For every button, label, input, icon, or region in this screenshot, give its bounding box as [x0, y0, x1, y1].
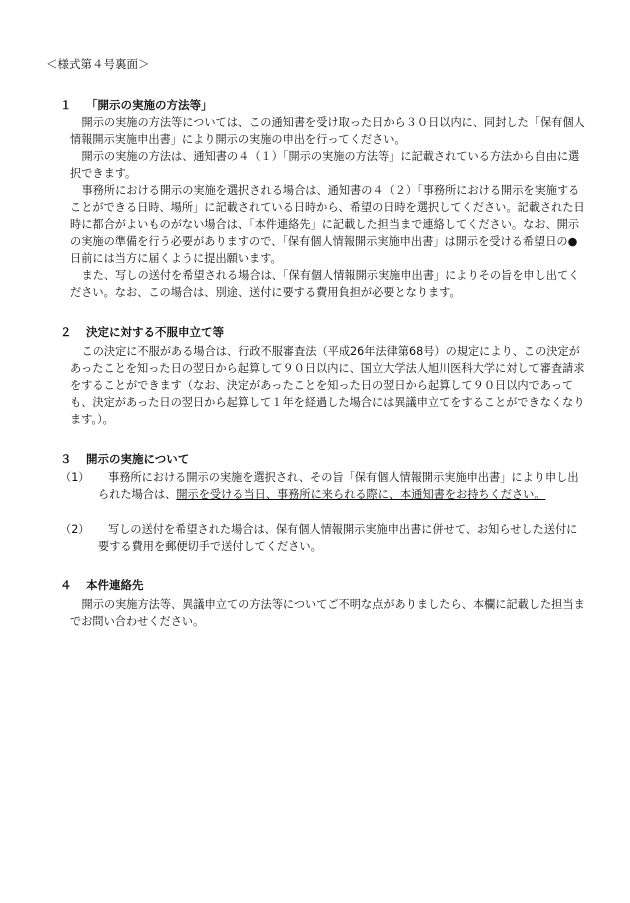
item-body — [98, 469, 588, 503]
form-label: ＜様式第４号裏面＞ — [46, 57, 150, 71]
item-text: 写しの送付を希望された場合は、保有個人情報開示実施申出書に併せて、お知らせした送付に要する費用を郵便切手で送付してください。 — [98, 523, 578, 553]
item-mark: （2） — [60, 523, 90, 536]
item-text-underlined: 開示を受ける当日、事務所に来られる際に、本通知書をお持ちください。 — [176, 488, 546, 501]
section-3-heading — [60, 451, 189, 467]
section-number: １ — [60, 98, 72, 112]
item-body — [98, 521, 588, 555]
item-text: 事務所における開示の実施を選択され、その旨「保有個人情報開示実施申出書」により申し出られた場合は、 — [98, 471, 579, 501]
section-number: ２ — [60, 325, 72, 339]
section-2-heading — [60, 324, 224, 340]
section-4-paragraph-1: 開示の実施方法等、異議申立ての方法等についてご不明な点がありましたら、本欄に記載した担当までお問い合わせください。 — [70, 598, 585, 628]
section-1-paragraph-4: また、写しの送付を希望される場合は、「保有個人情報開示実施申出書」によりその旨を申し出てください。なお、この場合は、別途、送付に要する費用負担が必要となります。 — [70, 269, 580, 299]
section-title: 本件連絡先 — [86, 578, 144, 592]
section-1-heading — [60, 97, 213, 113]
section-1-paragraph-3: 事務所における開示の実施を選択される場合は、通知書の４（２）「事務所における開示を実施することができる日時、場所」に記載されている日時から、希望の日時を選択してください。記載された日時に都合がよいものがない場合は、「本件連絡先」に記載した担当まで連絡してください。なお、開示の実施の準備を行う必要がありますので、「保有個人情報開示実施申出書」は開示を受ける希望日の●日前には当方に届くように提出願います。 — [70, 184, 585, 265]
section-title: 決定に対する不服申立て等 — [86, 325, 224, 339]
section-number: ４ — [60, 578, 72, 592]
section-1-paragraph-1: 開示の実施の方法等については、この通知書を受け取った日から３０日以内に、同封した「保有個人情報開示実施申出書」により開示の実施の申出を行ってください。 — [70, 116, 585, 146]
section-title: 「開示の実施の方法等」 — [86, 98, 213, 112]
section-2-paragraph-1: この決定に不服がある場合は、行政不服審査法（平成26年法律第68号）の規定により、この決定があったことを知った日の翌日から起算して９０日以内に、国立大学法人旭川医科大学に対して審査請求をすることができます（なお、決定があったことを知った日の翌日から起算して９０日以内であっても、決定があった日の翌日から起算して１年を経過した場合には異議申立てをすることができなくなります。）。 — [70, 345, 585, 426]
section-4-heading — [60, 577, 144, 593]
item-mark: （1） — [60, 471, 90, 484]
section-number: ３ — [60, 452, 72, 466]
section-1-paragraph-2: 開示の実施の方法は、通知書の４（１）「開示の実施の方法等」に記載されている方法から自由に選択できます。 — [70, 150, 580, 180]
section-title: 開示の実施について — [86, 452, 190, 466]
